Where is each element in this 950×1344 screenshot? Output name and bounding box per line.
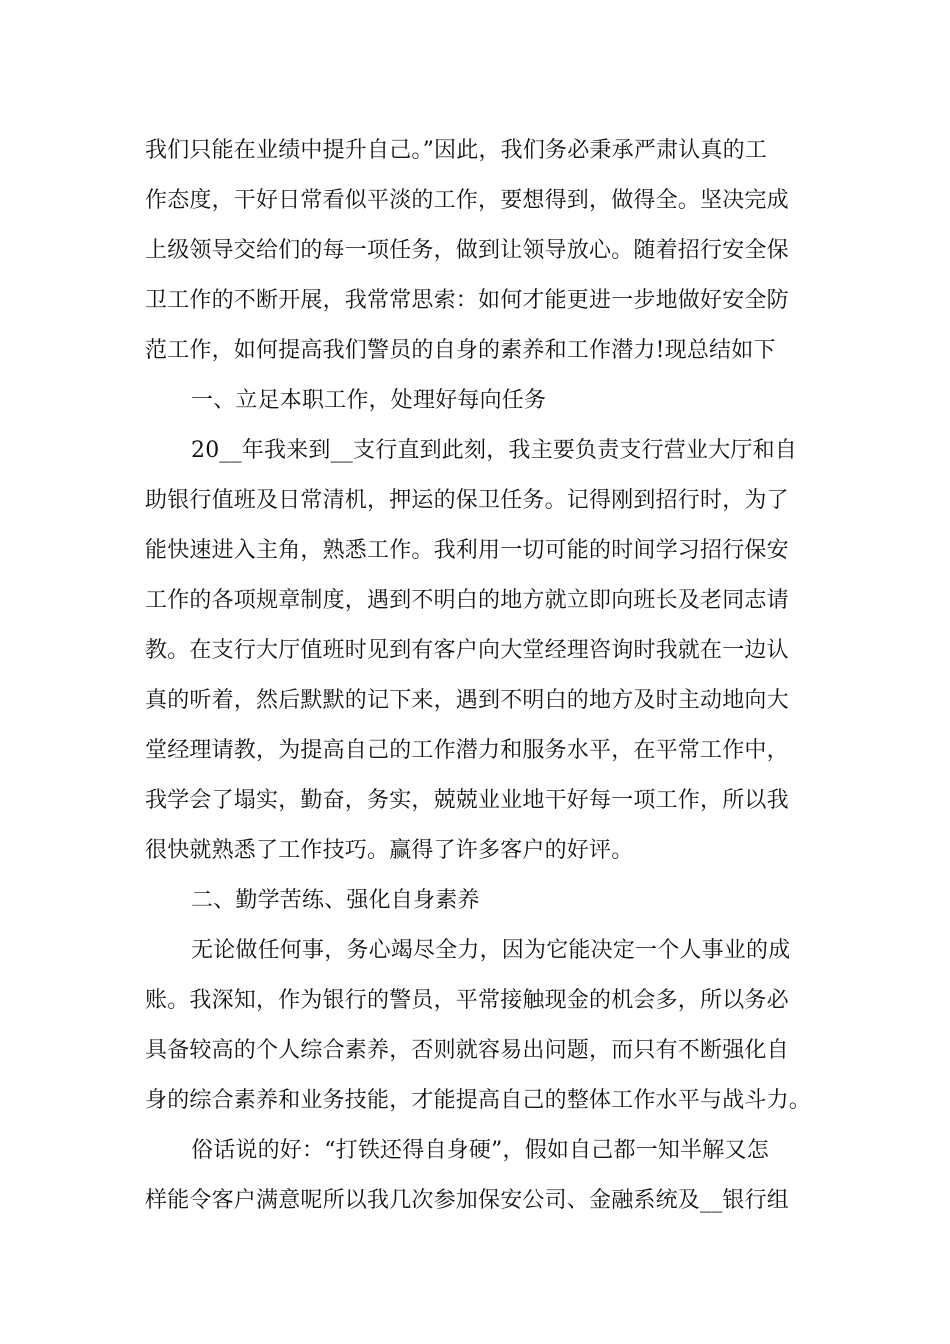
text-line-22: 样能令客户满意呢所以我几次参加保安公司、金融系统及__银行组 <box>145 1188 790 1213</box>
text-line-15: 很快就熟悉了工作技巧。赢得了许多客户的好评。 <box>145 838 634 863</box>
text-line-3: 上级领导交给们的每一项任务，做到让领导放心。随着招行安全保 <box>145 238 789 263</box>
text-line-10: 工作的各项规章制度，遇到不明白的地方就立即向班长及老同志请 <box>145 588 789 613</box>
text-line-18: 账。我深知，作为银行的警员，平常接触现金的机会多，所以务必 <box>145 988 789 1013</box>
text-line-17: 无论做任何事，务心竭尽全力，因为它能决定一个人事业的成 <box>191 938 791 963</box>
text-line-8: 助银行值班及日常清机，押运的保卫任务。记得刚到招行时，为了 <box>145 488 789 513</box>
text-line-11: 教。在支行大厅值班时见到有客户向大堂经理咨询时我就在一边认 <box>145 638 789 663</box>
text-line-21: 俗话说的好：“打铁还得自身硬”，假如自己都一知半解又怎 <box>191 1138 769 1163</box>
text-line-13: 堂经理请教，为提高自己的工作潜力和服务水平，在平常工作中， <box>145 738 789 763</box>
text-line-19: 具备较高的个人综合素养，否则就容易出问题，而只有不断强化自 <box>145 1038 789 1063</box>
text-line-20: 身的综合素养和业务技能，才能提高自己的整体工作水平与战斗力。 <box>145 1088 812 1113</box>
text-line-12: 真的听着，然后默默的记下来，遇到不明白的地方及时主动地向大 <box>145 688 789 713</box>
text-line-9: 能快速进入主角，熟悉工作。我利用一切可能的时间学习招行保安 <box>145 538 789 563</box>
text-line-1: 我们只能在业绩中提升自己。”因此，我们务必秉承严肃认真的工 <box>145 138 768 163</box>
text-line-14: 我学会了塌实，勤奋，务实，兢兢业业地干好每一项工作，所以我 <box>145 788 789 813</box>
text-line-4: 卫工作的不断开展，我常常思索：如何才能更进一步地做好安全防 <box>145 288 789 313</box>
section-heading-1: 一、立足本职工作，处理好每向任务 <box>191 388 547 413</box>
section-heading-2: 二、勤学苦练、强化自身素养 <box>191 888 480 913</box>
text-line-7: 20__年我来到__支行直到此刻，我主要负责支行营业大厅和自 <box>191 438 797 463</box>
text-line-5: 范工作，如何提高我们警员的自身的素养和工作潜力!现总结如下 <box>145 338 776 363</box>
text-line-2: 作态度，干好日常看似平淡的工作，要想得到，做得全。坚决完成 <box>145 188 789 213</box>
